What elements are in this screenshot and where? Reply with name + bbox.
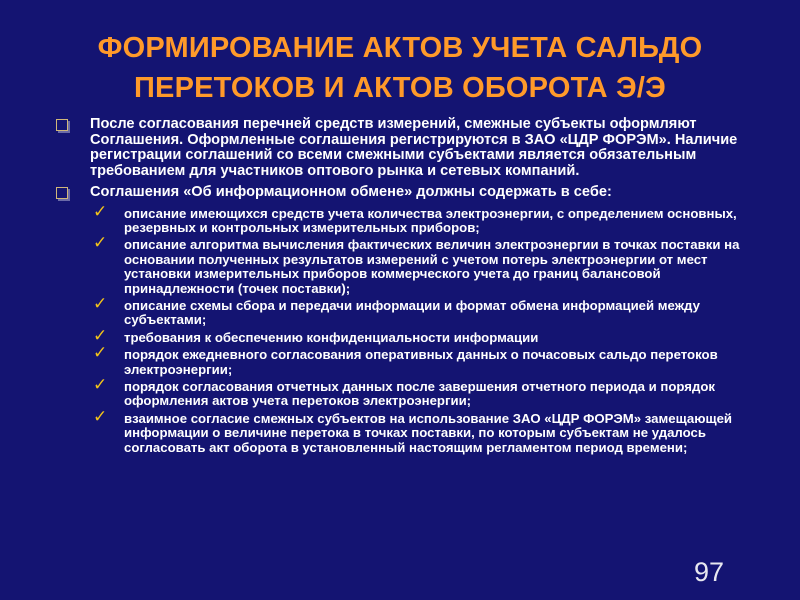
title-line-1: ФОРМИРОВАНИЕ АКТОВ УЧЕТА САЛЬДО (97, 32, 703, 64)
agreement-requirements-list (56, 201, 756, 456)
checkmark-icon: ✓ (93, 406, 108, 427)
checkmark-icon: ✓ (93, 201, 108, 222)
list-item (56, 201, 756, 236)
slide-title (20, 28, 780, 108)
bullet-text: Соглашения «Об информационном обмене» должны содержать в себе: (90, 184, 612, 200)
page-number: 97 (693, 557, 724, 587)
checkmark-icon: ✓ (93, 325, 108, 346)
square-outline-icon (56, 119, 68, 131)
list-item-text: порядок ежедневного согласования оперативных данных о почасовых сальдо перетоков электроэнергии; (124, 347, 718, 377)
list-item (56, 233, 756, 296)
checkmark-icon: ✓ (93, 233, 108, 254)
list-item (56, 343, 756, 377)
checkmark-icon: ✓ (93, 293, 108, 314)
bullet-registration (56, 117, 756, 179)
list-item (56, 374, 756, 409)
checkmark-icon: ✓ (93, 374, 108, 395)
title-line-2: ПЕРЕТОКОВ И АКТОВ ОБОРОТА Э/Э (134, 72, 666, 104)
list-item-text: описание имеющихся средств учета количества электроэнергии, с определением основных, резервных и контрольных измерительных приборов; (124, 205, 737, 235)
list-item (56, 325, 756, 346)
list-item (56, 293, 756, 328)
square-outline-icon (56, 187, 68, 199)
slide-content (56, 117, 756, 458)
list-item-text: описание алгоритма вычисления фактических величин электроэнергии в точках поставки на основании полученных результатов измерений с учетом потерь электроэнергии от мест установки измерительных приборов коммерческого учета до границ балансовой принадлежности (точек поставки); (124, 237, 740, 296)
list-item-text: описание схемы сбора и передачи информации и формат обмена информацией между субъектами; (124, 297, 700, 328)
list-item-text: порядок согласования отчетных данных после завершения отчетного периода и порядок оформления актов учета перетоков электроэнергии; (124, 378, 716, 409)
bullet-agreement-contents (56, 185, 756, 201)
list-item-text: взаимное согласие смежных субъектов на использование ЗАО «ЦДР ФОРЭМ» замещающей информации о величине перетока в точках поставки, по которым субъектам не удалось согласовать акт оборота в установленный настоящим регламентом период времени; (124, 410, 733, 455)
bullet-text: После согласования перечней средств измерений, смежные субъекты оформляют Соглашения. Оформленные соглашения регистрируются в ЗАО «ЦДР ФОРЭМ». Наличие регистрации соглашений со всеми смежными субъектами является обязательным требованием для участников оптового рынка и сетевых компаний. (90, 116, 738, 179)
checkmark-icon: ✓ (93, 343, 108, 364)
list-item (56, 406, 756, 455)
list-item-text: требования к обеспечению конфиденциальности информации (124, 329, 539, 345)
